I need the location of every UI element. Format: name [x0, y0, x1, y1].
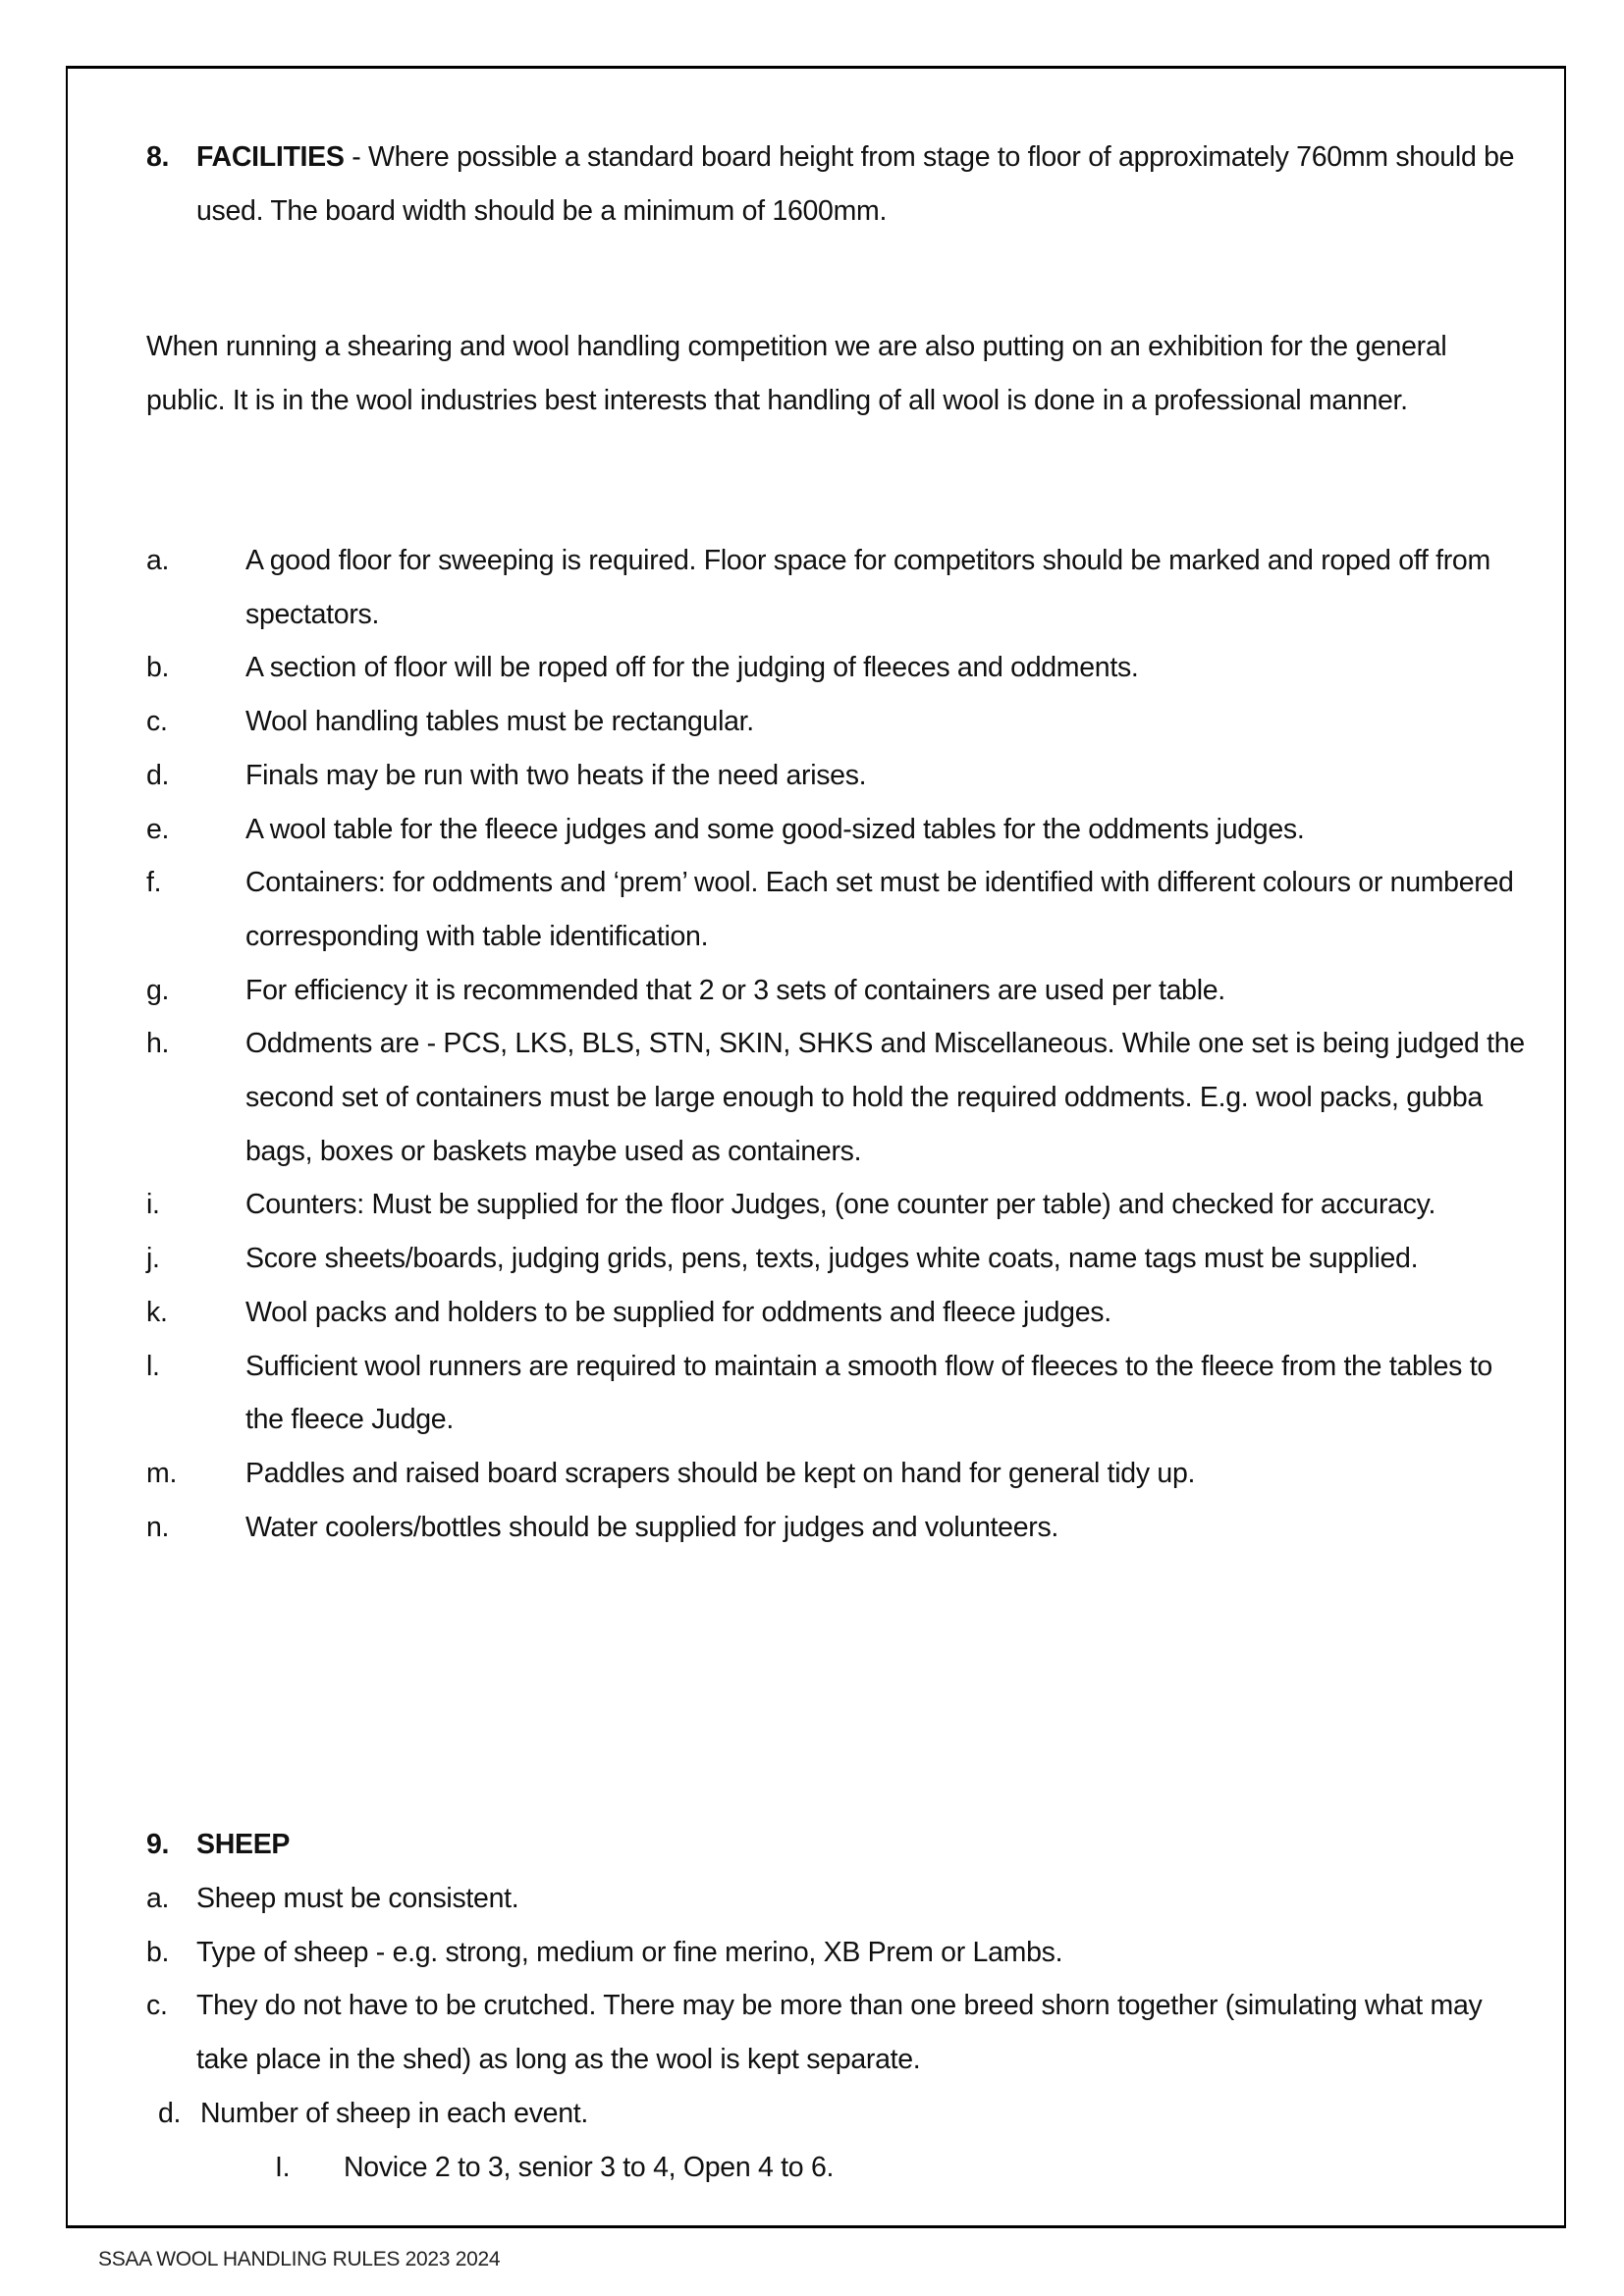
- list-item: [146, 1872, 1531, 1926]
- list-item-label: b.: [146, 652, 170, 684]
- section-intro: - Where possible a standard board height from stage to floor of approximately 760mm should be used. The board width should be a minimum of 1600mm.: [196, 141, 1515, 227]
- list-item-label: e.: [146, 813, 170, 845]
- list-item-text: Finals may be run with two heats if the need arises.: [245, 759, 867, 791]
- section-9-heading: [146, 1818, 1521, 1872]
- list-item-text: Type of sheep - e.g. strong, medium or fine merino, XB Prem or Lambs.: [196, 1936, 1063, 1968]
- list-item: [146, 803, 1531, 857]
- list-item: [146, 964, 1531, 1018]
- list-item-text: Sufficient wool runners are required to maintain a smooth flow of fleeces to the fleece from the tables to the fleece Judge.: [245, 1350, 1492, 1436]
- list-item-label: f.: [146, 867, 162, 899]
- list-item: [146, 749, 1531, 803]
- list-item-label: n.: [146, 1511, 170, 1543]
- facilities-list: [146, 534, 1531, 1554]
- section-title: SHEEP: [196, 1829, 291, 1860]
- list-item-text: Number of sheep in each event.: [200, 2097, 588, 2129]
- list-item-text: They do not have to be crutched. There may be more than one breed shorn together (simulating what may take place in the shed) as long as the wool is kept separate.: [196, 1990, 1483, 2076]
- sheep-list: [146, 1872, 1531, 2141]
- list-item: [146, 1178, 1531, 1232]
- list-item-text: Wool handling tables must be rectangular.: [245, 706, 754, 738]
- list-item-text: A good floor for sweeping is required. Floor space for competitors should be marked and roped off from spectators.: [245, 545, 1490, 630]
- list-item-text: A wool table for the fleece judges and some good-sized tables for the oddments judges.: [245, 813, 1305, 845]
- list-item-label: g.: [146, 974, 170, 1006]
- list-item-label: j.: [146, 1243, 160, 1275]
- subitem-label: I.: [275, 2152, 291, 2183]
- section-8-paragraph: When running a shearing and wool handling competition we are also putting on an exhibition for the general public. It is in the wool industries best interests that handling of all wool is done in a professional manner.: [146, 331, 1447, 416]
- list-item-label: m.: [146, 1457, 178, 1489]
- list-item: [158, 2087, 1531, 2141]
- subitem-text: Novice 2 to 3, senior 3 to 4, Open 4 to 6.: [344, 2152, 835, 2183]
- list-item: [146, 695, 1531, 749]
- list-item: [146, 1286, 1531, 1340]
- section-title: FACILITIES: [196, 141, 345, 173]
- list-item-text: For efficiency it is recommended that 2 or 3 sets of containers are used per table.: [245, 974, 1225, 1006]
- section-8-heading: [146, 131, 1521, 238]
- list-item-label: b.: [146, 1936, 170, 1968]
- list-item-label: a.: [146, 1883, 170, 1914]
- section-number: 9.: [146, 1829, 170, 1860]
- list-item-text: Oddments are - PCS, LKS, BLS, STN, SKIN, SHKS and Miscellaneous. While one set is being judged the second set of containers must be large enough to hold the required oddments. E.g. wool packs, gubba bags, boxes or baskets maybe used as containers.: [245, 1028, 1525, 1167]
- list-item-label: a.: [146, 545, 170, 576]
- list-item-text: Score sheets/boards, judging grids, pens, texts, judges white coats, name tags must be supplied.: [245, 1243, 1419, 1275]
- list-item-label: i.: [146, 1189, 160, 1221]
- list-item: [146, 534, 1531, 641]
- list-item: [146, 856, 1531, 963]
- list-item-label: k.: [146, 1296, 168, 1328]
- list-item: [146, 1501, 1531, 1555]
- list-item: [146, 1979, 1531, 2086]
- list-item-label: d.: [158, 2097, 182, 2129]
- list-item: [146, 1017, 1531, 1178]
- list-item-text: Water coolers/bottles should be supplied for judges and volunteers.: [245, 1511, 1059, 1543]
- list-item: [146, 1340, 1531, 1447]
- list-item: [146, 1926, 1531, 1980]
- list-item-label: l.: [146, 1350, 160, 1382]
- list-item-label: h.: [146, 1028, 170, 1060]
- list-item-label: c.: [146, 1990, 168, 2022]
- page-footer: SSAA WOOL HANDLING RULES 2023 2024: [98, 2248, 501, 2270]
- list-item-text: Counters: Must be supplied for the floor Judges, (one counter per table) and checked for accuracy.: [245, 1189, 1436, 1221]
- list-item-text: Sheep must be consistent.: [196, 1883, 519, 1914]
- list-item-text: Wool packs and holders to be supplied for oddments and fleece judges.: [245, 1296, 1111, 1328]
- list-item-text: Containers: for oddments and ‘prem’ wool. Each set must be identified with different colours or numbered corresponding with table identification.: [245, 867, 1514, 952]
- sheep-subitem: [275, 2141, 1453, 2195]
- list-item: [146, 641, 1531, 695]
- list-item-label: c.: [146, 706, 168, 738]
- list-item: [146, 1232, 1531, 1286]
- section-number: 8.: [146, 141, 170, 173]
- list-item-text: A section of floor will be roped off for the judging of fleeces and oddments.: [245, 652, 1139, 684]
- list-item: [146, 1447, 1531, 1501]
- list-item-label: d.: [146, 759, 170, 791]
- list-item-text: Paddles and raised board scrapers should be kept on hand for general tidy up.: [245, 1457, 1196, 1489]
